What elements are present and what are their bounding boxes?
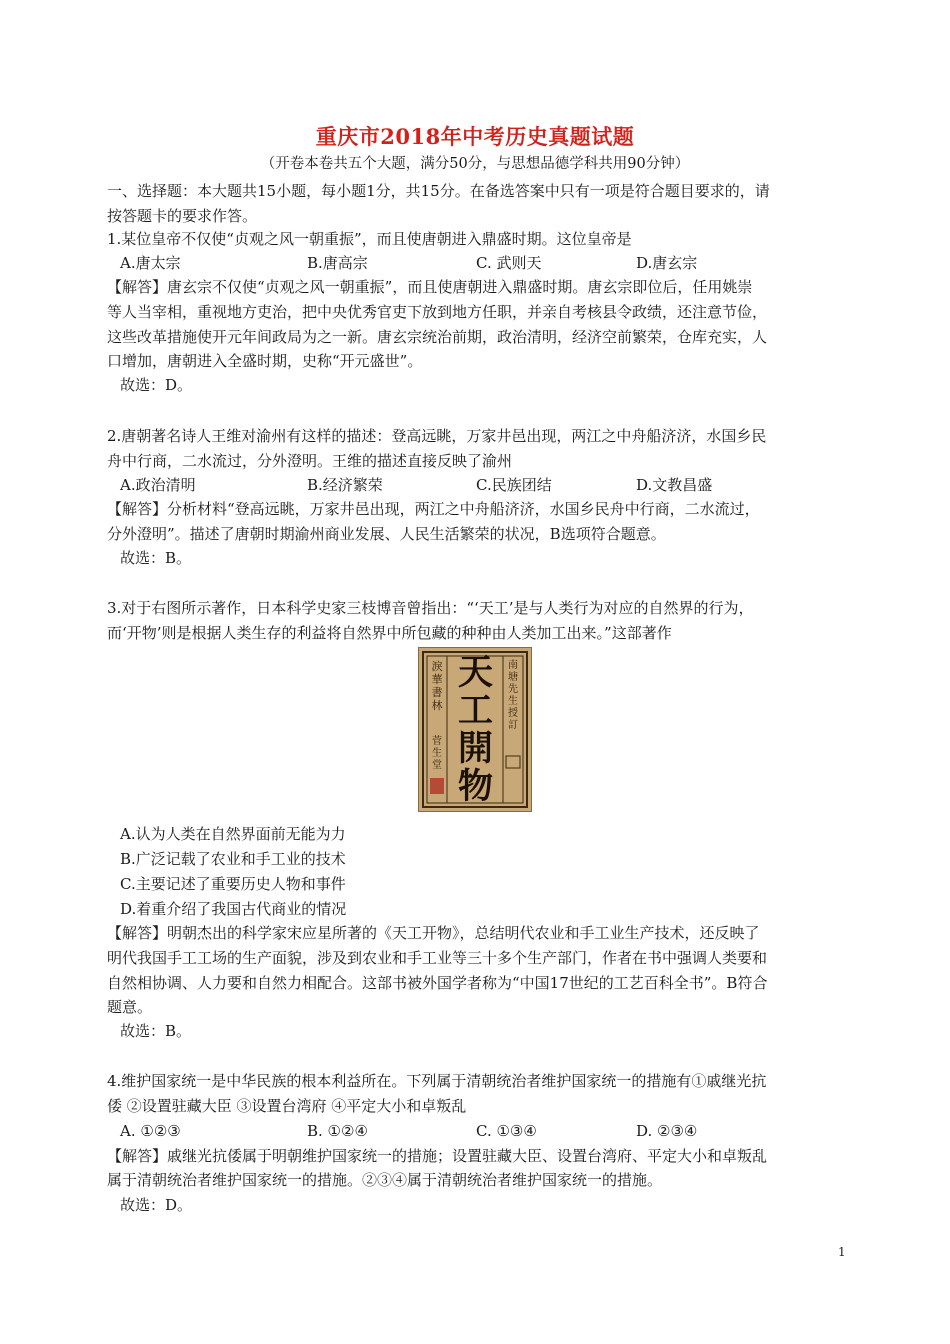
q4-option-b: B. ①②④ <box>307 1122 368 1140</box>
cover-seal-right <box>506 756 520 768</box>
q4-option-d: D. ②③④ <box>636 1122 698 1140</box>
q1-option-d: D.唐玄宗 <box>636 254 698 272</box>
q4-analysis-line: 属于清朝统治者维护国家统一的措施。②③④属于清朝统治者维护国家统一的措施。 <box>107 1171 663 1189</box>
q2-option-d: D.文教昌盛 <box>636 476 713 494</box>
q1-answer: 故选：D。 <box>120 376 193 394</box>
q1-option-c: C. 武则天 <box>476 254 542 272</box>
book-cover-image <box>418 647 532 812</box>
page-number: 1 <box>838 1245 846 1259</box>
q2-option-b: B.经济繁荣 <box>307 476 383 494</box>
cover-seal-left <box>430 778 444 794</box>
q4-analysis-line: 【解答】戚继光抗倭属于明朝维护国家统一的措施；设置驻藏大臣、设置台湾府、平定大小和卓叛乱 <box>107 1147 768 1165</box>
section-instruction-line: 按答题卡的要求作答。 <box>107 207 258 225</box>
q3-option-d: D.着重介绍了我国古代商业的情况 <box>120 900 347 918</box>
q2-analysis-line: 【解答】分析材料“登高远眺，万家井邑出现，两江之中舟船济济，水国乡民舟中行商，二水流过， <box>107 500 760 518</box>
page-title: 重庆市2018年中考历史真题试题 <box>315 124 635 149</box>
exam-subtitle: （开卷本卷共五个大题，满分50分，与思想品德学科共用90分钟） <box>260 156 690 172</box>
q1-option-a: A.唐太宗 <box>120 254 181 272</box>
q3-analysis-line: 【解答】明朝杰出的科学家宋应星所著的《天工开物》，总结明代农业和手工业生产技术，还反映了 <box>107 924 760 942</box>
question-3-stem: 3.对于右图所示著作，日本科学史家三枝博音曾指出：“‘天工’是与人类行为对应的自然界的行为， <box>107 599 754 617</box>
q2-option-a: A.政治清明 <box>120 476 196 494</box>
question-4-stem: 倭 ②设置驻藏大臣 ③设置台湾府 ④平定大小和卓叛乱 <box>107 1097 467 1115</box>
cover-left-column: 淚華書林 <box>431 660 443 712</box>
q4-answer: 故选：D。 <box>120 1196 193 1214</box>
question-2-stem: 舟中行商，二水流过，分外澄明。王维的描述直接反映了渝州 <box>107 452 513 470</box>
question-1-stem: 1.某位皇帝不仅使“贞观之风一朝重振”，而且使唐朝进入鼎盛时期。这位皇帝是 <box>107 230 632 248</box>
q1-analysis-line: 【解答】唐玄宗不仅使“贞观之风一朝重振”，而且使唐朝进入鼎盛时期。唐玄宗即位后，任用姚崇 <box>107 278 753 296</box>
q4-option-a: A. ①②③ <box>120 1122 181 1140</box>
q1-option-b: B.唐高宗 <box>307 254 368 272</box>
q3-analysis-line: 明代我国手工工场的生产面貌，涉及到农业和手工业等三十多个生产部门，作者在书中强调人类要和 <box>107 949 768 967</box>
q2-answer: 故选：B。 <box>120 549 192 567</box>
question-4-stem: 4.维护国家统一是中华民族的根本利益所在。下列属于清朝统治者维护国家统一的措施有①戚继光抗 <box>107 1072 767 1090</box>
q1-analysis-line: 口增加，唐朝进入全盛时期，史称“开元盛世”。 <box>107 352 423 370</box>
section-instruction-line: 一、选择题：本大题共15小题，每小题1分，共15分。在备选答案中只有一项是符合题目要求的，请 <box>107 182 770 200</box>
cover-main-title: 天工開物 <box>457 652 493 807</box>
q2-option-c: C.民族团结 <box>476 476 552 494</box>
question-2-stem: 2.唐朝著名诗人王维对渝州有这样的描述：登高远眺，万家井邑出现，两江之中舟船济济，水国乡民 <box>107 427 767 445</box>
question-3-stem: 而‘开物’则是根据人类生存的利益将自然界中所包藏的种种由人类加工出来。”这部著作 <box>107 624 672 642</box>
q3-analysis-line: 自然相协调、人力要和自然力相配合。这部书被外国学者称为“中国17世纪的工艺百科全书”。B符合 <box>107 974 768 992</box>
q3-option-a: A.认为人类在自然界面前无能为力 <box>120 825 346 843</box>
q3-option-b: B.广泛记载了农业和手工业的技术 <box>120 850 346 868</box>
q4-option-c: C. ①③④ <box>476 1122 537 1140</box>
cover-publisher: 菅生堂 <box>432 736 442 771</box>
q3-analysis-line: 题意。 <box>107 998 153 1016</box>
q3-option-c: C.主要记述了重要历史人物和事件 <box>120 875 346 893</box>
q2-analysis-line: 分外澄明”。描述了唐朝时期渝州商业发展、人民生活繁荣的状况，B选项符合题意。 <box>107 525 666 543</box>
q3-answer: 故选：B。 <box>120 1022 192 1040</box>
q1-analysis-line: 这些改革措施使开元年间政局为之一新。唐玄宗统治前期，政治清明，经济空前繁荣，仓库充实，人 <box>107 328 768 346</box>
q1-analysis-line: 等人当宰相，重视地方吏治，把中央优秀官吏下放到地方任职，并亲自考核县令政绩，还注意节俭， <box>107 303 768 321</box>
cover-right-column: 南塘先生授訂 <box>508 660 518 731</box>
